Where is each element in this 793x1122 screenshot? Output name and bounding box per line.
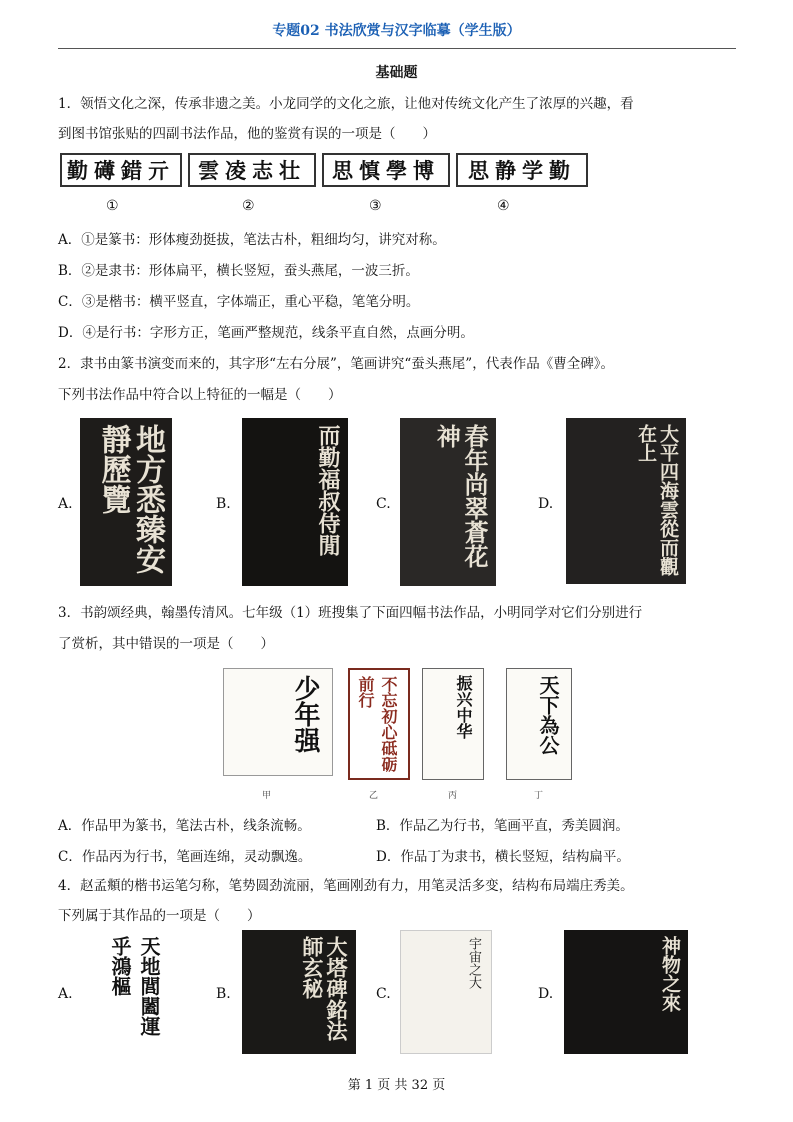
q1-stem-line1: 1．领悟文化之深，传承非遗之美。小龙同学的文化之旅，让他对传统文化产生了浓厚的兴趣，看 — [58, 96, 634, 112]
q3-caption-yi: 乙 — [369, 791, 379, 801]
q2-label-a: A. — [58, 496, 73, 512]
q4-image-b: 大塔碑銘法師玄秘 — [242, 930, 356, 1054]
q2-image-d: 大平四海雲從而觀在上 — [566, 418, 686, 584]
q1-image-4: 思静学勤 — [456, 153, 588, 187]
q1-num-1: ① — [106, 198, 119, 214]
q3-option-d: D．作品丁为隶书，横长竖短，结构扁平。 — [376, 849, 630, 865]
q1-stem-line2: 到图书馆张贴的四副书法作品，他的鉴赏有误的一项是（ ） — [58, 126, 436, 142]
q1-num-2: ② — [242, 198, 255, 214]
q3-option-c: C．作品丙为行书，笔画连绵，灵动飘逸。 — [58, 849, 312, 865]
q3-option-a: A．作品甲为篆书，笔法古朴，线条流畅。 — [58, 818, 311, 834]
q1-option-a: A．①是篆书：形体瘦劲挺拔，笔法古朴，粗细均匀，讲究对称。 — [58, 232, 446, 248]
q1-num-4: ④ — [497, 198, 510, 214]
section-title: 基础题 — [375, 65, 418, 81]
q2-label-c: C. — [376, 496, 391, 512]
q2-image-b: 而勤福叔侍閒 — [242, 418, 348, 586]
q1-image-2: 雲凌志壮 — [188, 153, 316, 187]
q4-stem-line2: 下列属于其作品的一项是（ ） — [58, 908, 261, 924]
q3-image-ding: 天下為公 — [506, 668, 572, 780]
q1-num-3: ③ — [369, 198, 382, 214]
q4-image-d: 神物之來 — [564, 930, 688, 1054]
q1-option-c: C．③是楷书：横平竖直，字体端正，重心平稳，笔笔分明。 — [58, 294, 420, 310]
q3-image-yi: 不忘初心砥砺前行 — [348, 668, 410, 780]
q4-image-c: 宇宙之大 — [400, 930, 492, 1054]
q4-label-a: A. — [58, 986, 73, 1002]
q1-image-3: 思慎學博 — [322, 153, 450, 187]
q4-image-a: 天地閭闔運乎鴻樞 — [82, 930, 172, 1054]
q4-label-b: B. — [216, 986, 231, 1002]
q2-image-c: 春年尚翠蒼花神 — [400, 418, 496, 586]
page-header-title: 专题02 书法欣赏与汉字临摹（学生版） — [272, 23, 521, 39]
q1-option-d: D．④是行书：字形方正，笔画严整规范，线条平直自然，点画分明。 — [58, 325, 474, 341]
q1-image-1: 勤礡錯亓 — [60, 153, 182, 187]
q3-caption-ding: 丁 — [534, 791, 544, 801]
q3-image-jia: 少年强 — [223, 668, 333, 776]
q2-image-a: 地方悉臻安靜歷覽 — [80, 418, 172, 586]
q3-stem-line2: 了赏析，其中错误的一项是（ ） — [58, 636, 274, 652]
q4-stem-line1: 4．赵孟頫的楷书运笔匀称，笔势圆劲流丽，笔画刚劲有力，用笔灵活多变，结构布局端庄秀美。 — [58, 878, 634, 894]
q2-label-d: D. — [538, 496, 554, 512]
q2-label-b: B. — [216, 496, 231, 512]
q1-option-b: B．②是隶书：形体扁平，横长竖短，蚕头燕尾，一波三折。 — [58, 263, 419, 279]
q4-label-c: C. — [376, 986, 391, 1002]
q3-caption-jia: 甲 — [262, 791, 272, 801]
q3-caption-bing: 丙 — [448, 791, 458, 801]
q3-option-b: B．作品乙为行书，笔画平直，秀美圆润。 — [376, 818, 629, 834]
q3-stem-line1: 3．书韵颂经典，翰墨传清风。七年级（1）班搜集了下面四幅书法作品，小明同学对它们分别进行 — [58, 605, 643, 621]
q4-label-d: D. — [538, 986, 554, 1002]
q1-calligraphy-strip — [60, 153, 588, 187]
header-divider — [58, 48, 736, 49]
q2-stem-line2: 下列书法作品中符合以上特征的一幅是（ ） — [58, 387, 342, 403]
q2-stem-line1: 2．隶书由篆书演变而来的，其字形“左右分展”，笔画讲究“蚕头燕尾”，代表作品《曹全碑》。 — [58, 356, 614, 372]
page-footer: 第 1 页 共 32 页 — [347, 1078, 446, 1093]
q3-image-bing: 振兴中华 — [422, 668, 484, 780]
